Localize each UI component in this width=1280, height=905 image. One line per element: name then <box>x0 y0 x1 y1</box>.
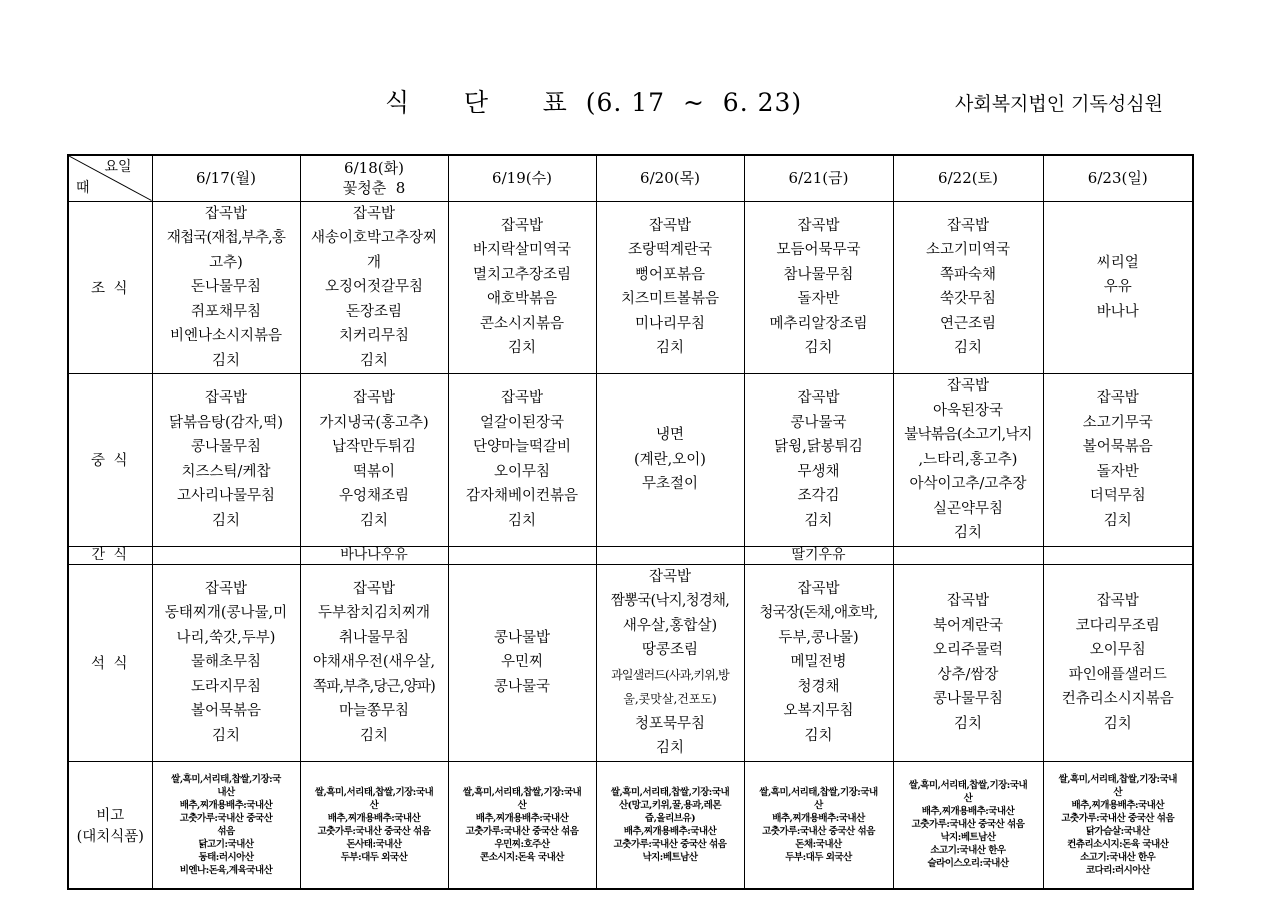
origin-note-line: 고춧가루:국내산 중국산 섞음 <box>911 819 1025 831</box>
origin-note-line: 섞음 <box>217 825 235 837</box>
menu-item: 코다리무조림 <box>1075 617 1160 634</box>
menu-item: 연근조림 <box>939 315 997 332</box>
menu-item: 두부,콩나물) <box>778 629 859 646</box>
menu-cell <box>300 761 448 889</box>
origin-note-line: 산(망고,키위,꿀,용과,레몬 <box>619 799 721 811</box>
menu-item: 잡곡밥 <box>352 390 396 407</box>
menu-cell <box>893 374 1043 547</box>
corner-day-label: 요일 <box>104 159 132 175</box>
menu-item: 납작만두튀김 <box>331 439 417 456</box>
day-label: 6/17(월) <box>196 169 256 188</box>
menu-item: 떡볶이 <box>352 463 396 480</box>
origin-note-line: 돈채:국내산 <box>795 838 842 850</box>
menu-item: 쥐포채무침 <box>190 303 262 320</box>
menu-cell <box>1043 546 1193 564</box>
menu-item: 잡곡밥 <box>797 217 840 234</box>
menu-cell <box>448 546 596 564</box>
menu-item: 오이무침 <box>1089 642 1146 658</box>
menu-item: 나리,쑥갓,두부) <box>176 629 276 646</box>
menu-cell <box>893 201 1043 374</box>
menu-item: 콩나물국 <box>493 678 551 695</box>
menu-item: 울,콧맛살,건포도) <box>623 692 717 706</box>
origin-note-line: 고춧가루:국내산 중국산 섞음 <box>613 838 727 850</box>
origin-note-line: 고춧가루:국내산 중국산 섞음 <box>762 825 875 837</box>
menu-item: 김치 <box>804 340 833 357</box>
menu-item: 잡곡밥 <box>946 593 990 609</box>
meal-row <box>68 374 1193 547</box>
menu-item: 냉면 <box>655 427 684 443</box>
menu-item: 야채새우전(새우살, <box>312 654 436 671</box>
menu-item: 오이무침 <box>493 463 551 480</box>
origin-note-line: 즙,올리브유) <box>644 812 696 824</box>
origin-note-line: 배추,찌개용배추:국내산 <box>1071 799 1165 811</box>
menu-item: 우민찌 <box>500 654 544 671</box>
day-event-label: 꽃청춘 8 <box>342 179 406 198</box>
day-label: 6/20(목) <box>640 169 700 188</box>
menu-item: 미나리무침 <box>634 315 706 332</box>
menu-item: 돈나물무침 <box>190 279 262 295</box>
origin-note-line: 소고기:국내산 한우 <box>930 845 1006 857</box>
menu-item: 소고기무국 <box>1082 414 1153 431</box>
menu-item: 콩나물무침 <box>190 439 262 456</box>
menu-item: 콩나물국 <box>790 414 847 431</box>
menu-item: 개 <box>366 254 381 271</box>
corner-meal-label: 때 <box>76 179 90 196</box>
meal-row <box>68 546 1193 564</box>
menu-cell <box>1043 201 1193 374</box>
menu-item: 잡곡밥 <box>204 580 248 597</box>
origin-note-line: 쌀,흑미,서리태,찹쌀,기장:국내 <box>462 786 582 798</box>
menu-item: 치즈스틱/케찹 <box>181 463 271 480</box>
origin-note-line: 산 <box>963 793 973 805</box>
header-row <box>68 155 1193 201</box>
menu-item: 두부참치김치찌개 <box>317 605 431 622</box>
origin-note-line: 쌀,흑미,서리태,찹쌀,기장:국내 <box>610 786 730 798</box>
menu-item: 김치 <box>507 512 536 529</box>
meal-time-label: 간 식 <box>68 546 152 564</box>
menu-item: 김치 <box>507 340 536 357</box>
origin-note-line: 쌀,흑미,서리태,찹쌀,기장:국내 <box>759 786 878 798</box>
menu-item: 잡곡밥 <box>204 205 248 222</box>
meal-time-label: 석 식 <box>68 564 152 761</box>
menu-item: 오리주물럭 <box>932 642 1004 658</box>
menu-item: 쑥갓무침 <box>939 291 997 308</box>
origin-note-line: 산 <box>369 799 379 811</box>
menu-item: 잡곡밥 <box>1096 390 1139 407</box>
origin-note-line: 고춧가루:국내산 중국산 <box>179 812 273 824</box>
menu-cell <box>448 761 596 889</box>
origin-note-line: 쌀,흑미,서리태,찹쌀,기장:국내 <box>908 780 1028 792</box>
menu-item: 오징어젓갈무침 <box>324 279 424 295</box>
menu-item: 조랑떡계란국 <box>627 242 713 259</box>
meal-time-label: 중 식 <box>68 374 152 547</box>
menu-cell <box>300 201 448 374</box>
menu-item: 더덕무침 <box>1089 488 1146 505</box>
day-header <box>300 155 448 201</box>
origin-note-line: 쌀,흑미,서리태,찹쌀,기장:국 <box>171 773 281 785</box>
menu-item: 잡곡밥 <box>500 217 544 234</box>
menu-item: 감자채베이컨볶음 <box>465 488 579 505</box>
menu-item: 씨리얼 <box>1096 254 1139 271</box>
origin-note-line: 두부:대두 외국산 <box>340 851 408 863</box>
menu-cell <box>300 564 448 761</box>
menu-item: 닭윙,닭봉튀김 <box>774 439 863 456</box>
meal-row <box>68 761 1193 889</box>
menu-item: 김치 <box>804 727 833 744</box>
menu-item: 김치 <box>953 525 982 541</box>
origin-note-line: 컨츄리소시지:돈육 국내산 <box>1067 838 1169 850</box>
origin-note-line: 비엔나:돈육,계육국내산 <box>179 864 273 876</box>
menu-cell <box>596 761 744 889</box>
menu-item: 김치 <box>953 340 982 357</box>
menu-item: 취나물무침 <box>338 629 410 646</box>
menu-item: 김치 <box>655 340 684 357</box>
menu-item: 멸치고추장조림 <box>472 266 572 283</box>
menu-item: 돌자반 <box>797 291 840 308</box>
menu-item: 치즈미트볼볶음 <box>620 291 720 308</box>
menu-item: 청경채 <box>797 678 840 695</box>
menu-item: 오복지무침 <box>783 703 854 720</box>
menu-item: 콩나물무침 <box>932 691 1004 707</box>
menu-cell <box>448 564 596 761</box>
menu-item: 불낙볶음(소고기,낙지 <box>904 427 1032 443</box>
origin-note-line: 내산 <box>217 786 235 798</box>
menu-item: 비엔나소시지볶음 <box>169 328 283 344</box>
day-label: 6/22(토) <box>938 169 998 188</box>
menu-cell <box>300 546 448 564</box>
day-label: 6/21(금) <box>788 169 849 188</box>
menu-cell <box>1043 564 1193 761</box>
origin-note-line: 두부:대두 외국산 <box>785 851 852 863</box>
menu-item: 메밀전병 <box>790 654 847 671</box>
menu-cell <box>744 546 893 564</box>
menu-item: 얼갈이된장국 <box>479 414 565 431</box>
day-header <box>596 155 744 201</box>
menu-item: 우유 <box>1103 279 1132 295</box>
menu-item: 김치 <box>953 715 982 732</box>
meal-row <box>68 564 1193 761</box>
origin-note-line: 콘소시지:돈육 국내산 <box>480 851 564 863</box>
menu-table <box>67 154 1194 890</box>
day-label: 6/19(수) <box>492 169 552 188</box>
origin-note-line: 슬라이스오리:국내산 <box>927 858 1009 870</box>
origin-note-line: 쌀,흑미,서리태,찹쌀,기장:국내 <box>1058 773 1177 785</box>
menu-item: 무생채 <box>797 463 840 480</box>
menu-cell <box>448 374 596 547</box>
menu-cell <box>152 374 300 547</box>
menu-item: 잡곡밥 <box>946 217 990 234</box>
origin-note-line: 배추,찌개용배추:국내산 <box>179 799 273 811</box>
origin-note-line: 산 <box>1113 786 1123 798</box>
menu-item: 김치 <box>655 740 684 756</box>
origin-note-line: 고춧가루:국내산 중국산 섞음 <box>1061 812 1175 824</box>
day-header <box>893 155 1043 201</box>
menu-item: 새우살,홍합살) <box>622 617 718 634</box>
menu-cell <box>893 546 1043 564</box>
menu-item: 우엉채조림 <box>338 488 410 505</box>
menu-item: 김치 <box>359 512 388 529</box>
corner-cell <box>68 155 152 201</box>
menu-cell <box>596 564 744 761</box>
origin-note-line: 닭고기:국내산 <box>198 838 254 850</box>
origin-note-line: 낙지:베트남산 <box>940 832 996 844</box>
origin-note-line: 낙지:베트남산 <box>642 851 698 863</box>
origin-note-line: 닭가슴살:국내산 <box>1085 825 1150 837</box>
menu-item: 상추/쌈장 <box>937 666 999 683</box>
menu-item: (계란,오이) <box>634 451 706 468</box>
menu-cell <box>1043 761 1193 889</box>
menu-item: 애호박볶음 <box>486 291 558 308</box>
menu-item: 김치 <box>359 727 388 744</box>
organization-name: 사회복지법인 기독성심원 <box>955 93 1163 115</box>
menu-item: 가지냉국(홍고추) <box>319 414 429 431</box>
menu-item: 아삭이고추/고추장 <box>909 476 1027 492</box>
menu-item: 과일샐러드(사과,키위,방 <box>611 667 729 682</box>
menu-item: 소고기미역국 <box>925 242 1011 259</box>
day-header <box>448 155 596 201</box>
meal-time-label: 조 식 <box>68 201 152 374</box>
menu-item: 볼어묵볶음 <box>190 703 262 720</box>
menu-item: 참나물무침 <box>783 266 854 283</box>
origin-note-line: 코다리:러시아산 <box>1085 864 1150 876</box>
menu-item: 마늘쫑무침 <box>338 703 410 720</box>
menu-item: 김치 <box>804 512 833 529</box>
menu-item: 땅콩조림 <box>641 642 699 658</box>
menu-item: 딸기우유 <box>791 546 846 563</box>
menu-item: 짬뽕국(낙지,청경채, <box>610 593 730 609</box>
menu-item: 고추) <box>209 254 243 271</box>
menu-item: 콩나물밥 <box>493 629 551 646</box>
menu-item: 잡곡밥 <box>648 568 692 585</box>
day-header <box>744 155 893 201</box>
origin-note-line: 산 <box>517 799 527 811</box>
origin-note-line: 돈사태:국내산 <box>346 838 402 850</box>
menu-cell <box>596 374 744 547</box>
origin-note-line: 산 <box>814 799 823 811</box>
menu-item: 실곤약무침 <box>932 500 1004 517</box>
menu-item: 치커리무침 <box>338 328 410 344</box>
menu-item: 물해초무침 <box>190 654 262 671</box>
menu-item: 바지락살미역국 <box>472 242 572 259</box>
menu-cell <box>744 761 893 889</box>
menu-cell <box>744 564 893 761</box>
menu-item: 볼어묵볶음 <box>1082 439 1153 456</box>
menu-item: 단양마늘떡갈비 <box>472 439 572 456</box>
origin-note-line: 배추,찌개용배추:국내산 <box>772 812 865 824</box>
origin-note-line: 우민찌:호주산 <box>494 838 550 850</box>
menu-item: 잡곡밥 <box>500 390 544 407</box>
menu-item: 쪽파숙채 <box>939 266 997 283</box>
menu-item: 바나나 <box>1096 303 1139 320</box>
menu-item: 뻥어포볶음 <box>634 266 706 283</box>
menu-cell <box>152 201 300 374</box>
origin-note-line: 배추,찌개용배추:국내산 <box>327 812 421 824</box>
menu-item: 김치 <box>211 512 240 529</box>
menu-item: 잡곡밥 <box>1096 593 1139 609</box>
menu-item: 김치 <box>211 727 240 744</box>
menu-cell <box>744 201 893 374</box>
menu-cell <box>152 564 300 761</box>
menu-item: 김치 <box>1103 715 1132 732</box>
menu-item: 김치 <box>1103 512 1132 529</box>
menu-item: 고사리나물무침 <box>176 488 276 505</box>
menu-item: 파인애플샐러드 <box>1068 666 1167 683</box>
menu-item: 돌자반 <box>1096 463 1139 480</box>
day-header <box>152 155 300 201</box>
menu-cell <box>744 374 893 547</box>
menu-item: 새송이호박고추장찌 <box>310 230 438 246</box>
origin-note-line: 동태:러시아산 <box>198 851 254 863</box>
menu-item: 콘소시지볶음 <box>479 315 565 332</box>
menu-cell <box>152 546 300 564</box>
menu-item: 잡곡밥 <box>204 390 248 407</box>
menu-item: 김치 <box>359 352 388 369</box>
menu-item: 재첩국(재첩,부추,홍 <box>166 230 286 246</box>
menu-item: 북어계란국 <box>932 617 1004 634</box>
menu-cell <box>300 374 448 547</box>
menu-item: 잡곡밥 <box>352 205 396 222</box>
menu-item: 쪽파,부추,당근,양파) <box>313 678 435 695</box>
menu-item: 잡곡밥 <box>946 378 990 394</box>
menu-cell <box>1043 374 1193 547</box>
menu-cell <box>596 201 744 374</box>
menu-cell <box>893 564 1043 761</box>
menu-item: 바나나우유 <box>340 546 408 563</box>
menu-item: 아욱된장국 <box>932 402 1004 419</box>
menu-item: 돈장조림 <box>345 303 403 320</box>
meal-row <box>68 201 1193 374</box>
menu-item: 잡곡밥 <box>352 580 396 597</box>
menu-item: ,느타리,홍고추) <box>918 451 1018 468</box>
menu-cell <box>596 546 744 564</box>
menu-item: 동태찌개(콩나물,미 <box>164 605 288 622</box>
origin-note-line: 쌀,흑미,서리태,찹쌀,기장:국내 <box>314 786 434 798</box>
menu-item: 무초절이 <box>641 476 699 492</box>
menu-item: 컨츄리소시지볶음 <box>1061 691 1174 707</box>
day-label: 6/18(화) <box>344 159 404 178</box>
menu-cell <box>448 201 596 374</box>
menu-item: 도라지무침 <box>190 678 262 695</box>
menu-item: 잡곡밥 <box>648 217 692 234</box>
menu-item: 김치 <box>211 352 240 369</box>
origin-note-line: 고춧가루:국내산 중국산 섞음 <box>317 825 431 837</box>
menu-item: 닭볶음탕(감자,떡) <box>169 414 283 431</box>
origin-note-line: 배추,찌개용배추:국내산 <box>921 806 1015 818</box>
menu-item: 청국장(돈채,애호박, <box>759 605 878 622</box>
menu-item: 모듬어묵무국 <box>776 242 861 259</box>
origin-note-line: 소고기:국내산 한우 <box>1080 851 1156 863</box>
meal-time-label: 비고 (대치식품) <box>68 761 152 889</box>
day-label: 6/23(일) <box>1087 169 1148 188</box>
menu-item: 메추리알장조림 <box>769 315 868 332</box>
page-title: 식 단 표 (6. 17 ~ 6. 23) <box>385 88 803 117</box>
day-header <box>1043 155 1193 201</box>
origin-note-line: 고춧가루:국내산 중국산 섞음 <box>465 825 579 837</box>
menu-item: 잡곡밥 <box>797 580 840 597</box>
menu-cell <box>152 761 300 889</box>
menu-item: 조각김 <box>797 488 840 505</box>
menu-cell <box>893 761 1043 889</box>
origin-note-line: 배추,찌개용배추:국내산 <box>623 825 717 837</box>
menu-item: 잡곡밥 <box>797 390 840 407</box>
origin-note-line: 배추,찌개용배추:국내산 <box>475 812 569 824</box>
menu-item: 청포묵무침 <box>634 715 706 732</box>
